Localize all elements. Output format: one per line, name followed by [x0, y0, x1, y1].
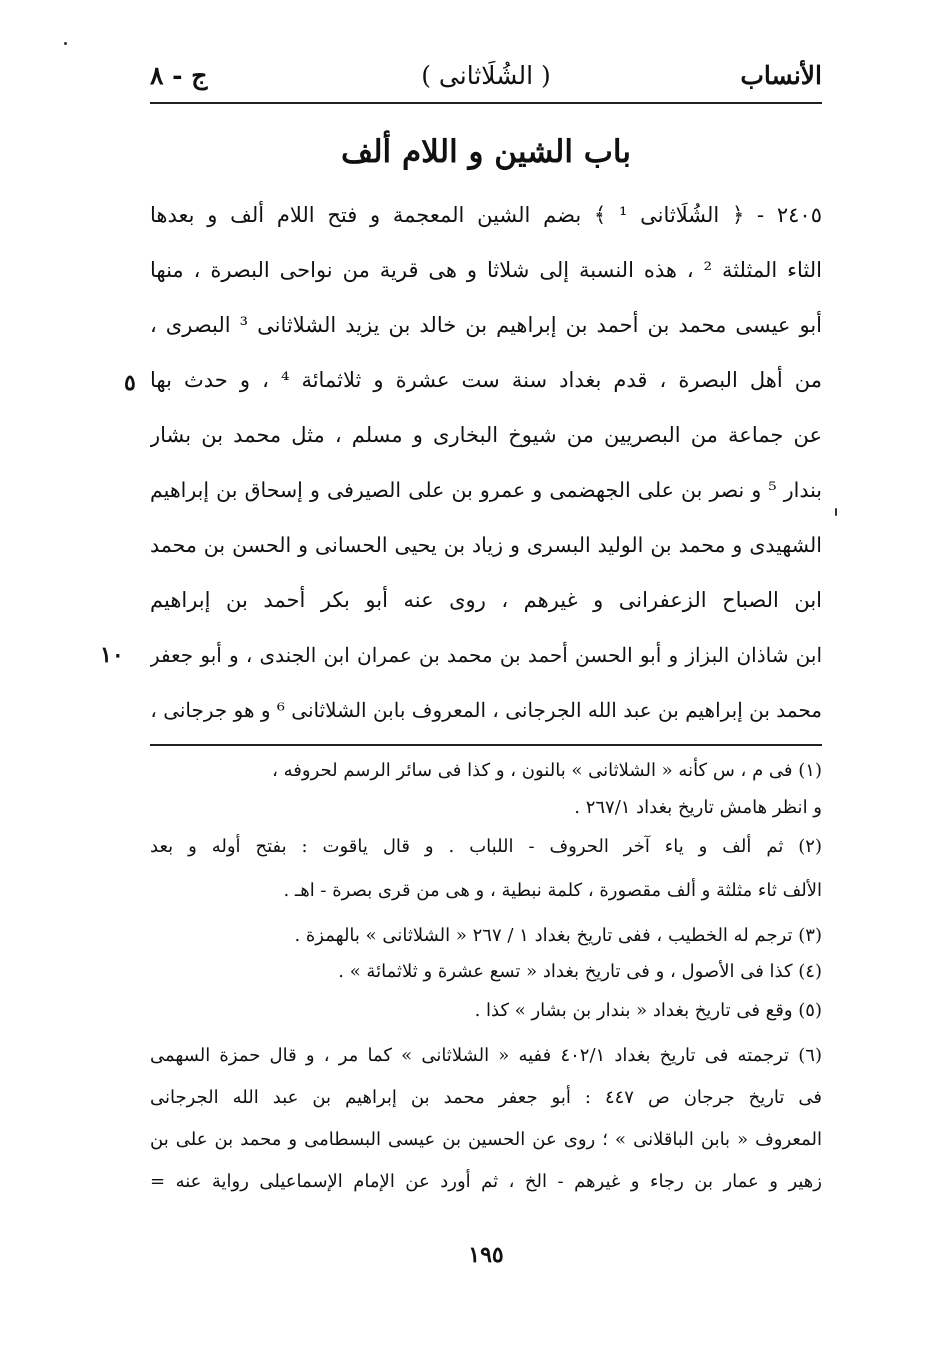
footnote-line: زهير و عمار بن رجاء و غيرهم - الخ ، ثم أورد عن الإمام الإسماعيلى رواية عنه = — [150, 1171, 822, 1192]
footnote-line: (٢) ثم ألف و ياء آخر الحروف - اللباب . و قال ياقوت : بفتح أوله و بعد — [150, 836, 822, 857]
footnote-line: (٣) ترجم له الخطيب ، ففى تاريخ بغداد ١ / ٢٦٧ « الشلاثانى » بالهمزة . — [294, 925, 822, 946]
scan-speck — [64, 42, 67, 45]
main-line: من أهل البصرة ، قدم بغداد سنة ست عشرة و ثلاثمائة ⁴ ، و حدث بها — [150, 368, 822, 392]
main-line: عن جماعة من البصريين من شيوخ البخارى و مسلم ، مثل محمد بن بشار — [150, 423, 822, 447]
footnote-line: فى تاريخ جرجان ص ٤٤٧ : أبو جعفر محمد بن إبراهيم بن عبد الله الجرجانى — [150, 1087, 822, 1108]
main-text — [150, 190, 822, 740]
main-line: ابن الصباح الزعفرانى و غيرهم ، روى عنه أبو بكر أحمد بن إبراهيم — [150, 588, 822, 612]
footnote-line: الألف ثاء مثلثة و ألف مقصورة ، كلمة نبطية ، و هى من قرى بصرة - اهـ . — [283, 880, 822, 901]
footnote-line: المعروف « بابن الباقلانى » ؛ روى عن الحسين بن عيسى البسطامى و محمد بن على بن — [150, 1129, 822, 1150]
header-rule — [150, 102, 822, 104]
header-volume: ج - ٨ — [150, 61, 208, 90]
main-line: بندار ⁵ و نصر بن على الجهضمى و عمرو بن على الصيرفى و إسحاق بن إبراهيم — [150, 478, 822, 502]
footnotes — [150, 755, 822, 1205]
footnote-line: (١) فى م ، س كأنه « الشلاثانى » بالنون ، و كذا فى سائر الرسم لحروفه ، — [272, 760, 822, 781]
main-line: ٢٤٠٥ - ﴿ الشُلَاثانى ¹ ﴾ بضم الشين المعجمة و فتح اللام ألف و بعدها — [150, 203, 822, 227]
page-number: ١٩٥ — [468, 1242, 504, 1268]
header-entry-word: ( الشُلَاثانى ) — [421, 61, 551, 90]
scan-speck — [835, 508, 837, 516]
main-line: ابن شاذان البزاز و أبو الحسن أحمد بن محمد بن عمران ابن الجندى ، و أبو جعفر — [150, 643, 822, 667]
margin-line-number: ١٠ — [100, 642, 124, 668]
main-line: أبو عيسى محمد بن أحمد بن إبراهيم بن خالد بن يزيد الشلاثانى ³ البصرى ، — [150, 313, 822, 337]
footnote-line: و انظر هامش تاريخ بغداد ٢٦٧/١ . — [574, 797, 822, 818]
footnote-line: (٤) كذا فى الأصول ، و فى تاريخ بغداد « تسع عشرة و ثلاثمائة » . — [338, 961, 822, 982]
header-book-title: الأنساب — [740, 61, 822, 90]
footnote-line: (٥) وقع فى تاريخ بغداد « بندار بن بشار » كذا . — [474, 1000, 822, 1021]
footnote-line: (٦) ترجمته فى تاريخ بغداد ٤٠٢/١ ففيه « الشلاثانى » كما مر ، و قال حمزة السهمى — [150, 1045, 822, 1066]
running-header — [150, 58, 822, 98]
footnote-rule — [150, 744, 822, 746]
chapter-title: باب الشين و اللام ألف — [341, 134, 631, 170]
main-line: محمد بن إبراهيم بن عبد الله الجرجانى ، المعروف بابن الشلاثانى ⁶ و هو جرجانى ، — [150, 698, 822, 722]
main-line: الثاء المثلثة ² ، هذه النسبة إلى شلاثا و هى قرية من نواحى البصرة ، منها — [150, 258, 822, 282]
margin-line-number: ٥ — [124, 370, 136, 396]
main-line: الشهيدى و محمد بن الوليد البسرى و زياد بن يحيى الحسانى و الحسن بن محمد — [150, 533, 822, 557]
